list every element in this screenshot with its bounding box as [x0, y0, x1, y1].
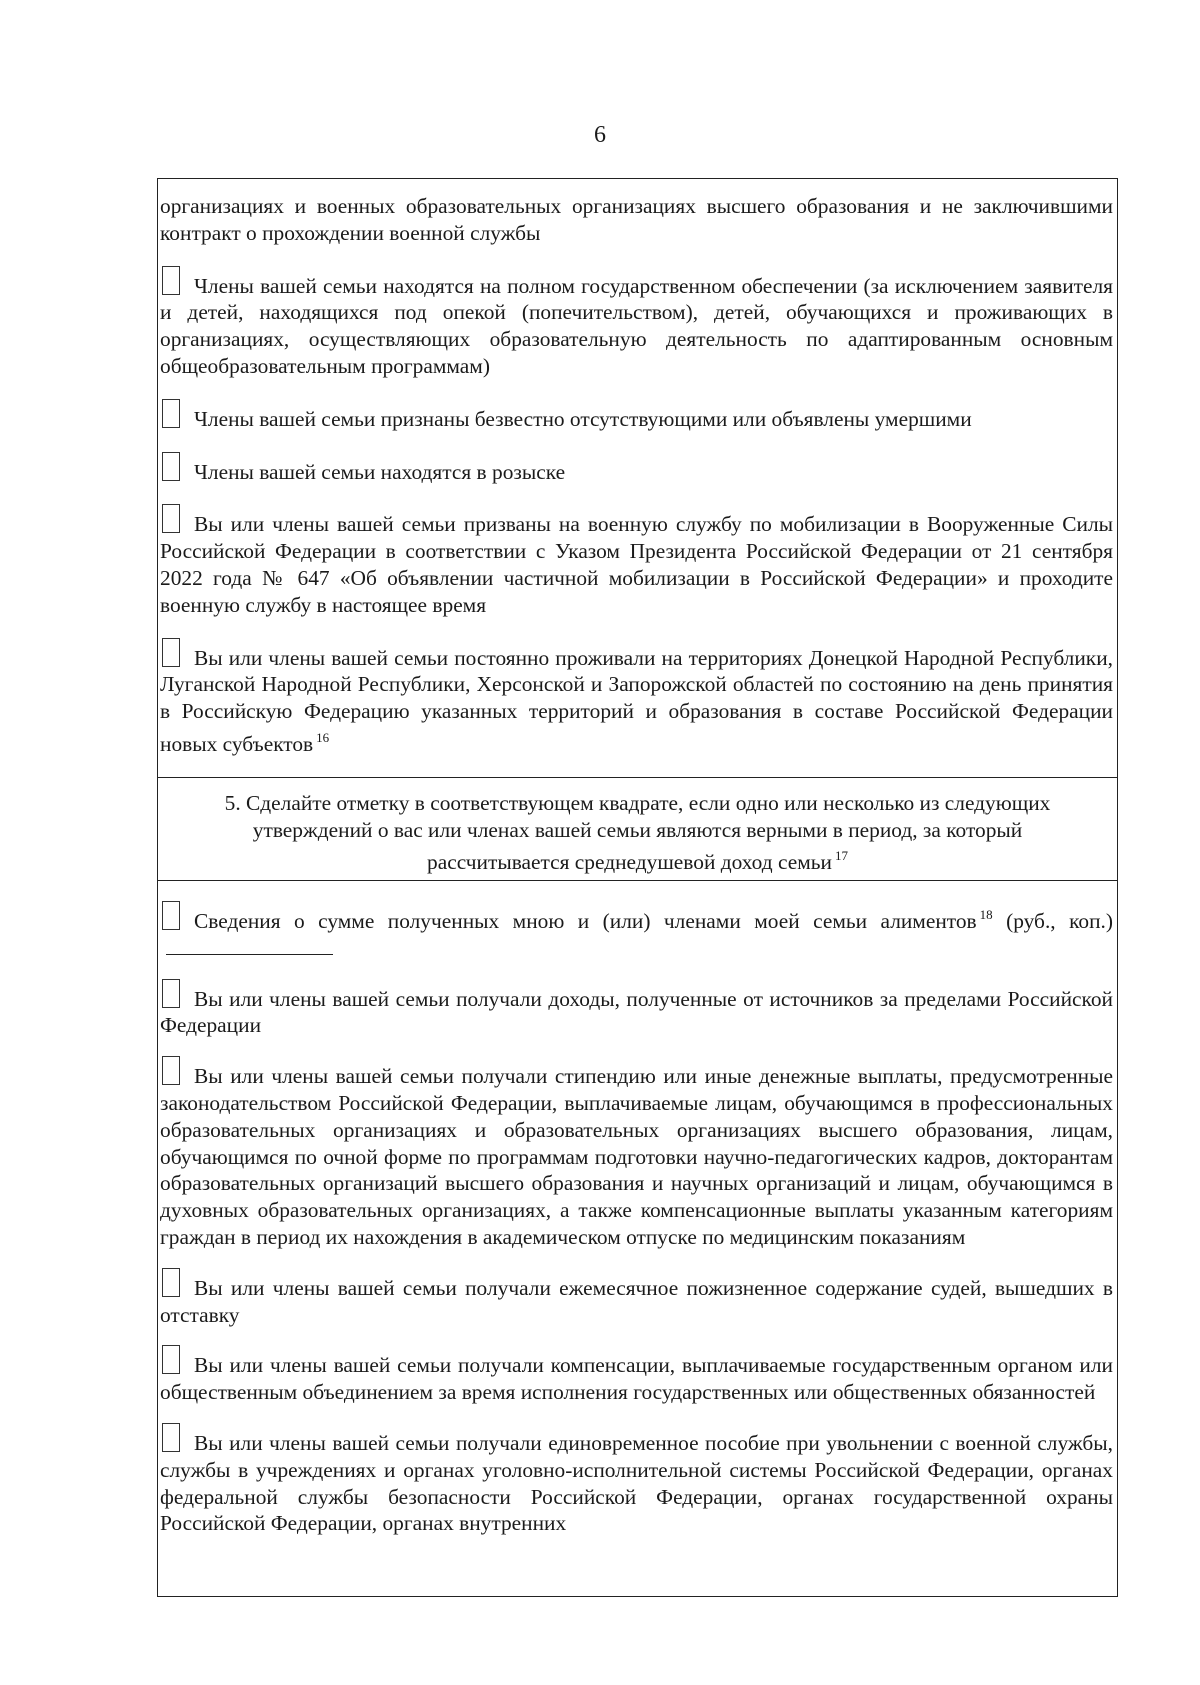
page-number: 6 [594, 122, 606, 148]
list-item [160, 399, 1113, 433]
item-text: Сведения о сумме полученных мною и (или) членами моей семьи алиментов [194, 909, 977, 933]
item-text: Вы или члены вашей семьи получали единовременное пособие при увольнении с военной службы, службы в учреждениях и органах уголовно-исполнительной системы Российской Федерации, органах федеральной службы безопасности Российской Федерации, органах государственной охраны Российской Федерации, органах внутренних [160, 1430, 1113, 1536]
checkbox[interactable] [162, 1268, 180, 1297]
list-item [160, 979, 1113, 1040]
checkbox[interactable] [162, 504, 180, 533]
checkbox[interactable] [162, 399, 180, 428]
list-item [160, 452, 1113, 486]
heading-line: утверждений о вас или членах вашей семьи являются верными в период, за который [252, 817, 1023, 842]
list-item [160, 901, 1113, 962]
checkbox[interactable] [162, 1056, 180, 1085]
list-item [160, 638, 1113, 758]
checkbox[interactable] [162, 979, 180, 1008]
heading-line: рассчитывается среднедушевой доход семьи [427, 850, 832, 874]
list-item [160, 1345, 1113, 1406]
list-item [160, 1423, 1113, 1537]
item-text: Члены вашей семьи находятся на полном государственном обеспечении (за исключением заявителя и детей, находящихся под опекой (попечительством), детей, обучающихся и проживающих в организациях, осуществляющих образовательную деятельность по адаптированным основным общеобразовательным программам) [160, 273, 1113, 378]
list-item [160, 266, 1113, 380]
checkbox[interactable] [162, 901, 180, 930]
item-text: Вы или члены вашей семьи получали доходы, полученные от источников за пределами Российской Федерации [160, 986, 1113, 1038]
list-item [160, 504, 1113, 618]
unit-label: (руб., коп.) [1006, 909, 1113, 933]
item-text: Члены вашей семьи находятся в розыске [194, 459, 566, 484]
heading-line: 5. Сделайте отметку в соответствующем квадрате, если одно или несколько из следующих [224, 791, 1051, 815]
item-text: Вы или члены вашей семьи постоянно проживали на территориях Донецкой Народной Республики, Луганской Народной Республики, Херсонской и Запорожской областей по состоянию на день принятия в Российскую Федерацию указанных территорий и образования в составе Российской Федерации новых субъектов [160, 645, 1113, 756]
section5-box [157, 881, 1118, 1597]
footnote-mark: 18 [979, 907, 993, 922]
amount-field[interactable] [166, 936, 333, 955]
item-text: Члены вашей семьи признаны безвестно отсутствующими или объявлены умершими [194, 406, 972, 431]
item-text: Вы или члены вашей семьи призваны на военную службу по мобилизации в Вооруженные Силы Российской Федерации в соответствии с Указом Президента Российской Федерации от 21 сентября 2022 года № 647 «Об объявлении частичной мобилизации в Российской Федерации» и проходите военную службу в настоящее время [160, 512, 1113, 617]
checkbox[interactable] [162, 1423, 180, 1452]
checkbox[interactable] [162, 266, 180, 295]
item-text: Вы или члены вашей семьи получали стипендию или иные денежные выплаты, предусмотренные законодательством Российской Федерации, выплачиваемые лицам, обучающимся в профессиональных образовательных организациях и образовательных организациях высшего образования, лицам, обучающимся по очной форме по программам подготовки научно-педагогических кадров, докторантам образовательных организаций высшего образования и научных организаций и лицам, обучающимся в духовных образовательных организациях, а также компенсационные выплаты указанным категориям граждан в период их нахождения в академическом отпуске по медицинским показаниям [160, 1064, 1113, 1249]
checkbox[interactable] [162, 638, 180, 667]
item-text: Вы или члены вашей семьи получали ежемесячное пожизненное содержание судей, вышедших в отставку [160, 1275, 1113, 1327]
checkbox[interactable] [162, 1345, 180, 1374]
list-item [160, 1268, 1113, 1329]
section5-heading [158, 778, 1117, 876]
section4-box [157, 178, 1118, 777]
section5-heading-box [157, 777, 1118, 881]
item-text: Вы или члены вашей семьи получали компенсации, выплачиваемые государственным органом или общественным объединением за время исполнения государственных или общественных обязанностей [160, 1353, 1113, 1405]
list-item [160, 1056, 1113, 1251]
continuation-text: организациях и военных образовательных организациях высшего образования и не заключившими контракт о прохождении военной службы [160, 194, 1113, 245]
checkbox[interactable] [162, 452, 180, 481]
footnote-mark: 16 [316, 729, 330, 745]
footnote-mark: 17 [834, 848, 848, 863]
